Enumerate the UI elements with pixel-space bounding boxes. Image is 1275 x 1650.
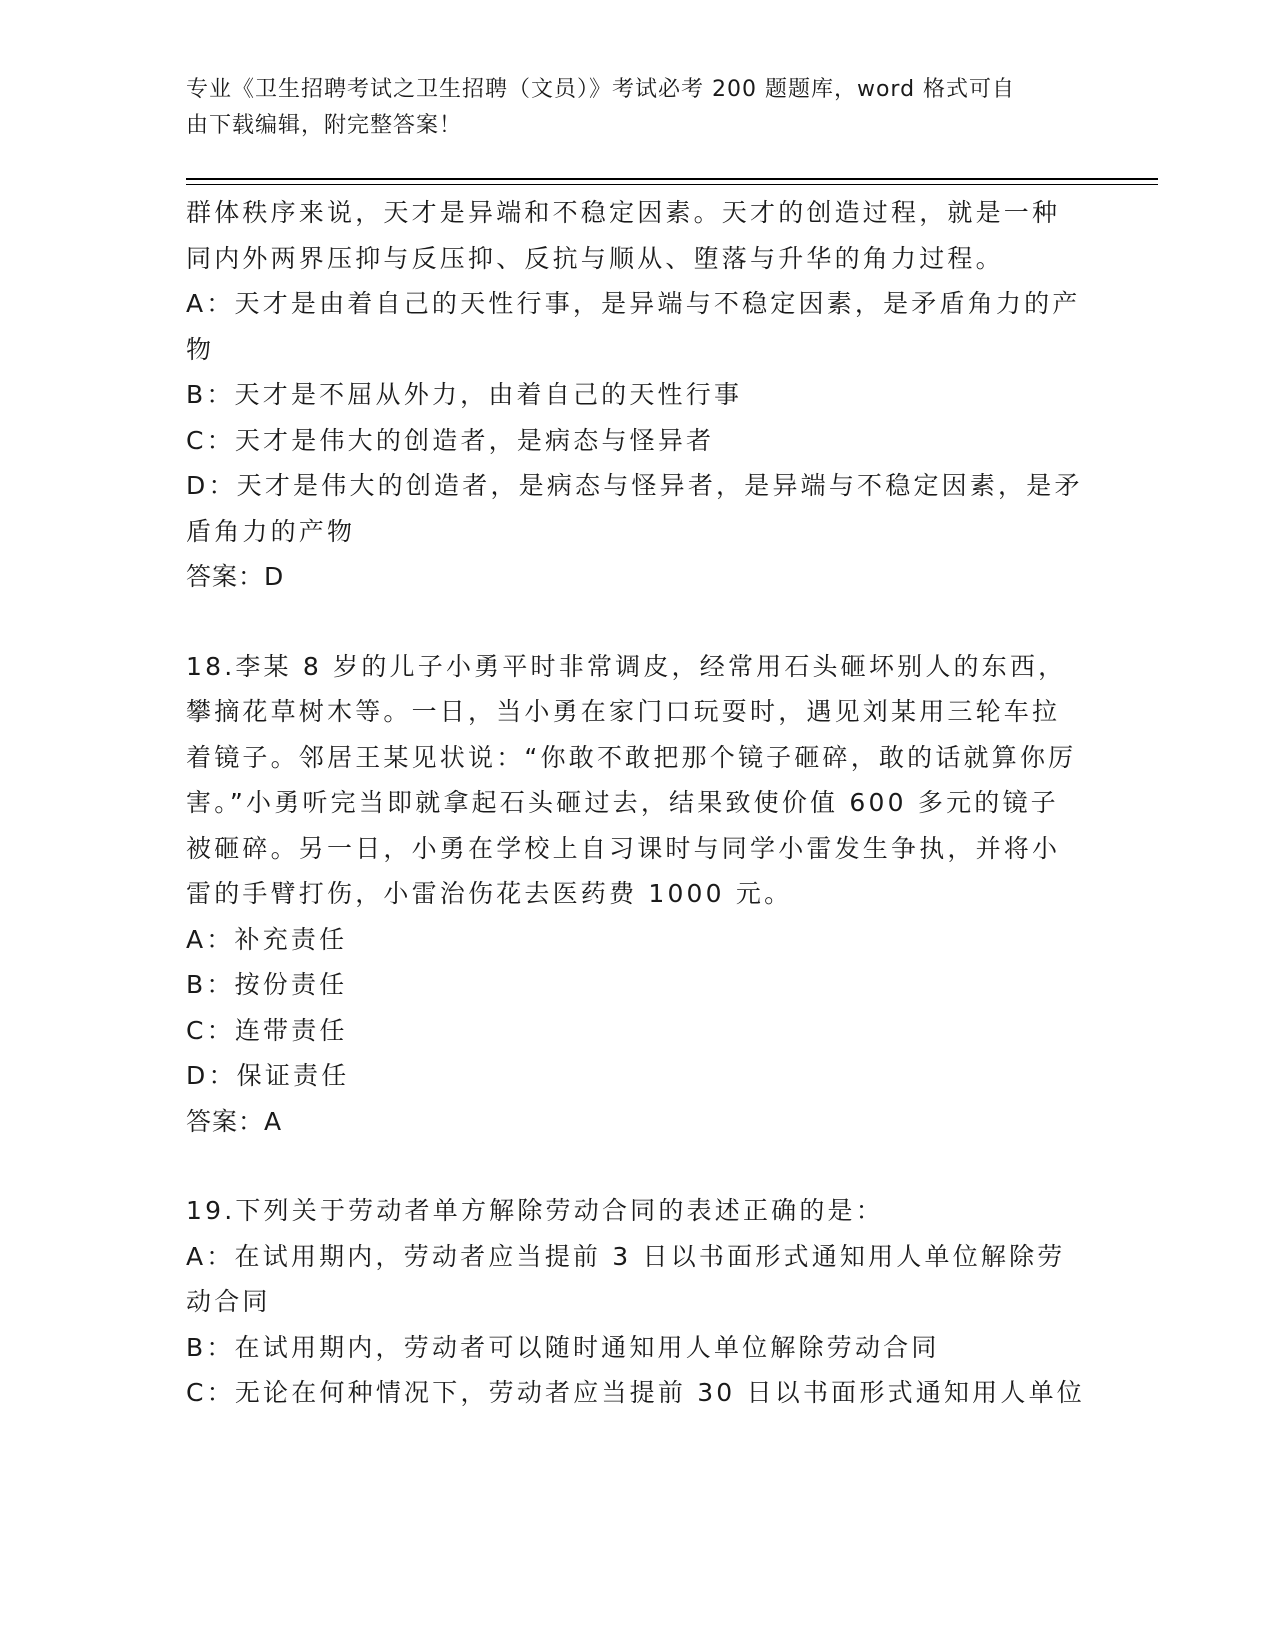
section-gap: [186, 1144, 1086, 1188]
option-a: A：在试用期内，劳动者应当提前 3 日以书面形式通知用人单位解除劳动合同: [186, 1241, 1066, 1316]
option-b: B：在试用期内，劳动者可以随时通知用人单位解除劳动合同: [186, 1332, 940, 1362]
header-title-line-2: 由下载编辑，附完整答案！: [186, 113, 463, 138]
question-stem: 18.李某 8 岁的儿子小勇平时非常调皮，经常用石头砸坏别人的东西，攀摘花草树木等。一日，当小勇在家门口玩耍时，遇见刘某用三轮车拉着镜子。邻居王某见状说：“你敢不敢把那个镜子砸碎，敢的话就算你厉害。”小勇听完当即就拿起石头砸过去，结果致使价值 600 多元的镜子被砸碎。另一日，小勇在学校上自习课时与同学小雷发生争执，并将小雷的手臂打伤，小雷治伤花去医药费 1000 元。: [186, 651, 1077, 908]
option-d: D：天才是伟大的创造者，是病态与怪异者，是异端与不稳定因素，是矛盾角力的产物: [186, 471, 1083, 546]
question-content: [186, 190, 1086, 1416]
header-divider-thin: [186, 184, 1158, 185]
answer: 答案：A: [186, 1106, 283, 1136]
option-b: B：天才是不屈从外力，由着自己的天性行事: [186, 380, 743, 409]
option-d: D：保证责任: [186, 1061, 350, 1090]
option-b: B：按份责任: [186, 970, 348, 999]
section-gap: [186, 600, 1086, 644]
document-header: [186, 72, 1066, 144]
option-c: C：连带责任: [186, 1015, 348, 1045]
header-divider-thick: [186, 178, 1158, 180]
answer: 答案：D: [186, 562, 285, 591]
question-19: [186, 1188, 1086, 1416]
option-c: C：无论在何种情况下，劳动者应当提前 30 日以书面形式通知用人单位: [186, 1378, 1085, 1407]
option-a: A：补充责任: [186, 924, 348, 954]
question-17: [186, 190, 1086, 600]
option-c: C：天才是伟大的创造者，是病态与怪异者: [186, 425, 715, 455]
option-a: A：天才是由着自己的天性行事，是异端与不稳定因素，是矛盾角力的产物: [186, 289, 1081, 364]
question-18: [186, 644, 1086, 1145]
question-stem: 19.下列关于劳动者单方解除劳动合同的表述正确的是：: [186, 1196, 884, 1225]
question-stem: 群体秩序来说，天才是异端和不稳定因素。天才的创造过程，就是一种同内外两界压抑与反压抑、反抗与顺从、堕落与升华的角力过程。: [186, 198, 1061, 273]
header-title-line-1: 专业《卫生招聘考试之卫生招聘（文员）》考试必考 200 题题库，word 格式可自: [186, 77, 1016, 102]
